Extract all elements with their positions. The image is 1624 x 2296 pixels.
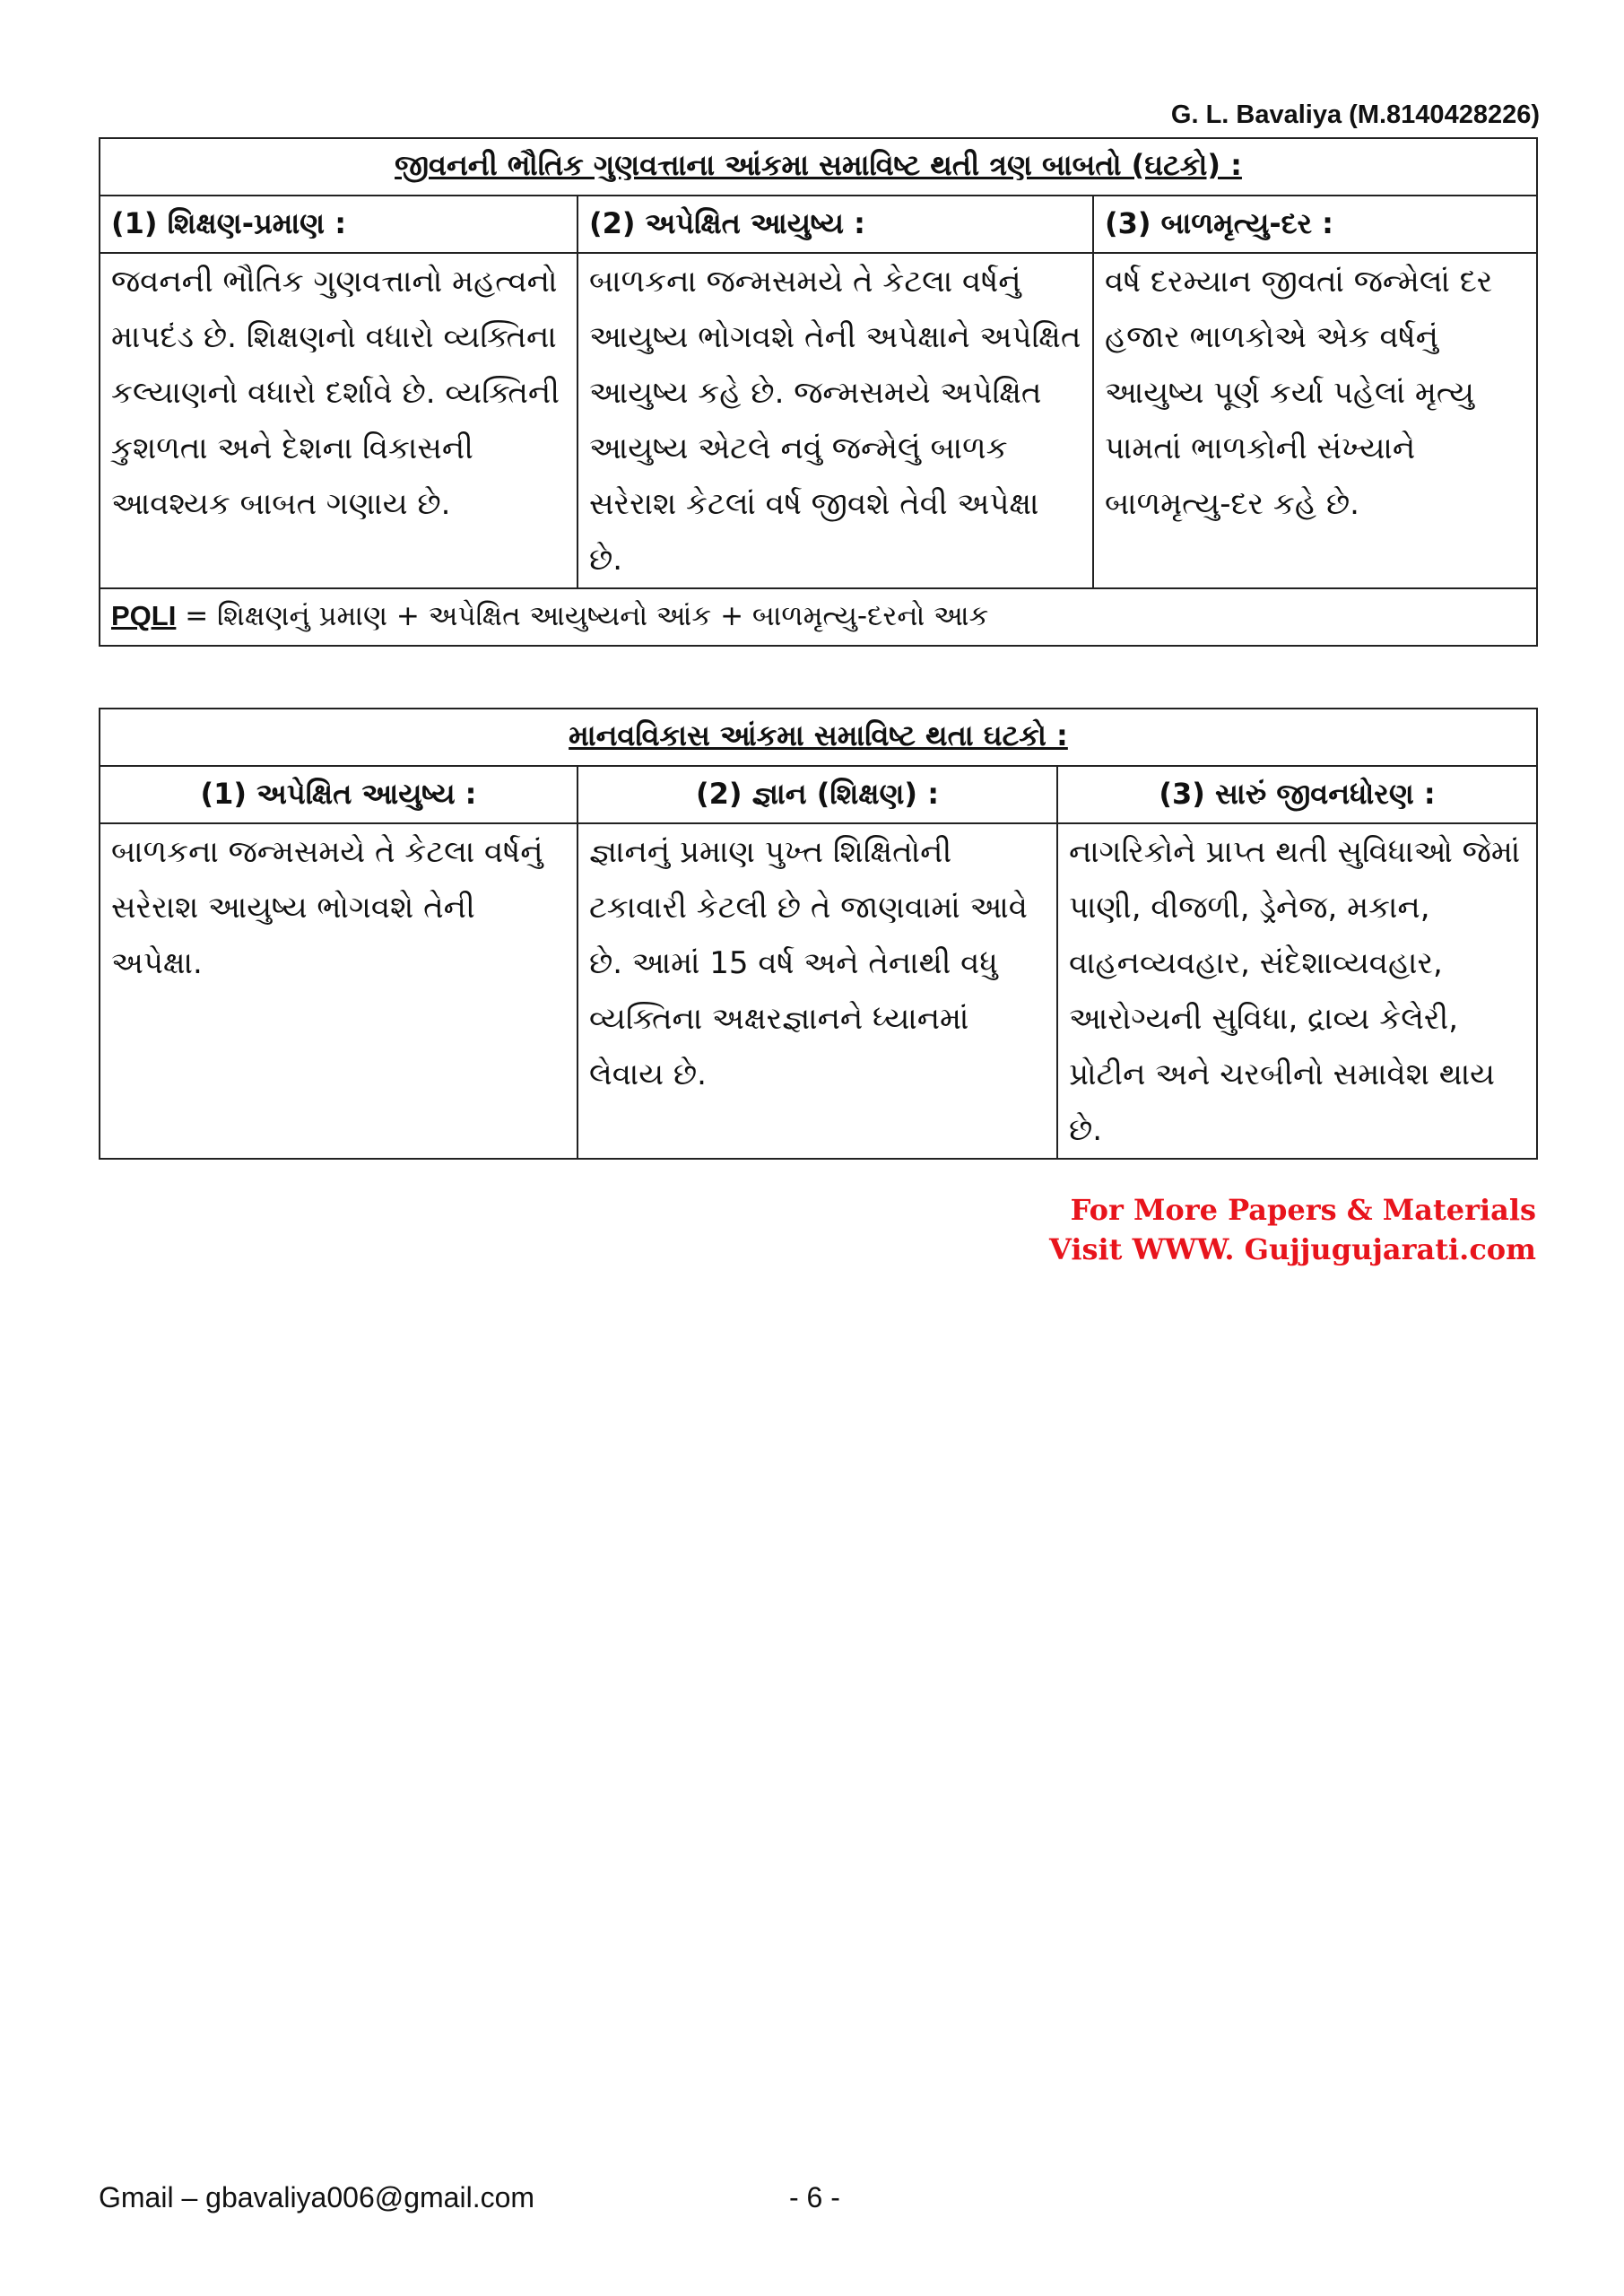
promo-block bbox=[1049, 1190, 1536, 1269]
author-header: G. L. Bavaliya (M.8140428226) bbox=[1170, 100, 1540, 129]
table1-heading-1: (1) શિક્ષણ-પ્રમાણ : bbox=[100, 196, 578, 253]
promo-website-link[interactable]: Visit WWW. Gujjugujarati.com bbox=[1049, 1232, 1536, 1266]
table2-body-1 bbox=[100, 823, 578, 1159]
table2-heading-1: (1) અપેક્ષિત આયુષ્ય : bbox=[100, 766, 578, 823]
table1-text-3: વર્ષ દરમ્યાન જીવતાં જન્મેલાં દર હજાર ભાળકોએ એક વર્ષનું આયુષ્ય પૂર્ણ કર્યા પહેલાં મૃત્યુ પામતાં ભાળકોની સંખ્યાને બાળમૃત્યુ-દર કહે છે. bbox=[1105, 264, 1493, 522]
table1-body-3 bbox=[1093, 253, 1537, 588]
page-number: - 6 - bbox=[789, 2181, 840, 2213]
table1-heading-3: (3) બાળમૃત્યુ-દર : bbox=[1093, 196, 1537, 253]
table1-body-1 bbox=[100, 253, 578, 588]
footer-email: Gmail – gbavaliya006@gmail.com bbox=[99, 2181, 535, 2213]
table2-text-2: જ્ઞાનનું પ્રમાણ પુખ્ત શિક્ષિતોની ટકાવારી કેટલી છે તે જાણવામાં આવે છે. આમાં 15 વર્ષ અને તેનાથી વધુ વ્યક્તિના અક્ષરજ્ઞાનને ધ્યાનમાં લેવાય છે. bbox=[589, 834, 1028, 1092]
pqli-components-table bbox=[99, 137, 1538, 647]
table1-body-2 bbox=[578, 253, 1093, 588]
table2-heading-2: (2) જ્ઞાન (શિક્ષણ) : bbox=[578, 766, 1057, 823]
table1-title: જીવનની ભૌતિક ગુણવત્તાના આંકમા સમાવિષ્ટ થતી ત્રણ બાબતો (ઘટકો) : bbox=[395, 148, 1242, 182]
pqli-label: PQLI bbox=[111, 600, 177, 631]
table2-title-cell bbox=[100, 709, 1537, 766]
table1-text-2: બાળકના જન્મસમયે તે કેટલા વર્ષનું આયુષ્ય ભોગવશે તેની અપેક્ષાને અપેક્ષિત આયુષ્ય કહે છે. જન્મસમયે અપેક્ષિત આયુષ્ય એટલે નવું જન્મેલું બાળક સરેરાશ કેટલાં વર્ષ જીવશે તેવી અપેક્ષા છે. bbox=[589, 264, 1081, 578]
pqli-formula: = શિક્ષણનું પ્રમાણ + અપેક્ષિત આયુષ્યનો આંક + બાળમૃત્યુ-દરનો આક bbox=[176, 600, 989, 632]
table1-title-cell bbox=[100, 138, 1537, 196]
table2-text-1: બાળકના જન્મસમયે તે કેટલા વર્ષનું સરેરાશ આયુષ્ય ભોગવશે તેની અપેક્ષા. bbox=[111, 834, 543, 981]
table2-body-3 bbox=[1057, 823, 1537, 1159]
table1-text-1: જવનની ભૌતિક ગુણવત્તાનો મહત્વનો માપદંડ છે. શિક્ષણનો વધારો વ્યક્તિના કલ્યાણનો વધારો દર્શાવે છે. વ્યક્તિની કુશળતા અને દેશના વિકાસની આવશ્યક બાબત ગણાય છે. bbox=[111, 264, 560, 522]
hdi-components-table bbox=[99, 708, 1538, 1160]
table1-heading-2: (2) અપેક્ષિત આયુષ્ય : bbox=[578, 196, 1093, 253]
promo-line-1: For More Papers & Materials bbox=[1070, 1193, 1536, 1227]
pqli-formula-row bbox=[100, 588, 1537, 646]
table2-title: માનવવિકાસ આંકમા સમાવિષ્ટ થતા ઘટકો : bbox=[569, 718, 1068, 752]
table2-heading-3: (3) સારું જીવનધોરણ : bbox=[1057, 766, 1537, 823]
table2-body-2 bbox=[578, 823, 1057, 1159]
table2-text-3: નાગરિકોને પ્રાપ્ત થતી સુવિધાઓ જેમાં પાણી, વીજળી, ડ્રેનેજ, મકાન, વાહનવ્યવહાર, સંદેશાવ્યવહાર, આરોગ્યની સુવિધા, દ્રાવ્ય કેલેરી, પ્રોટીન અને ચરબીનો સમાવેશ થાય છે. bbox=[1069, 834, 1521, 1148]
